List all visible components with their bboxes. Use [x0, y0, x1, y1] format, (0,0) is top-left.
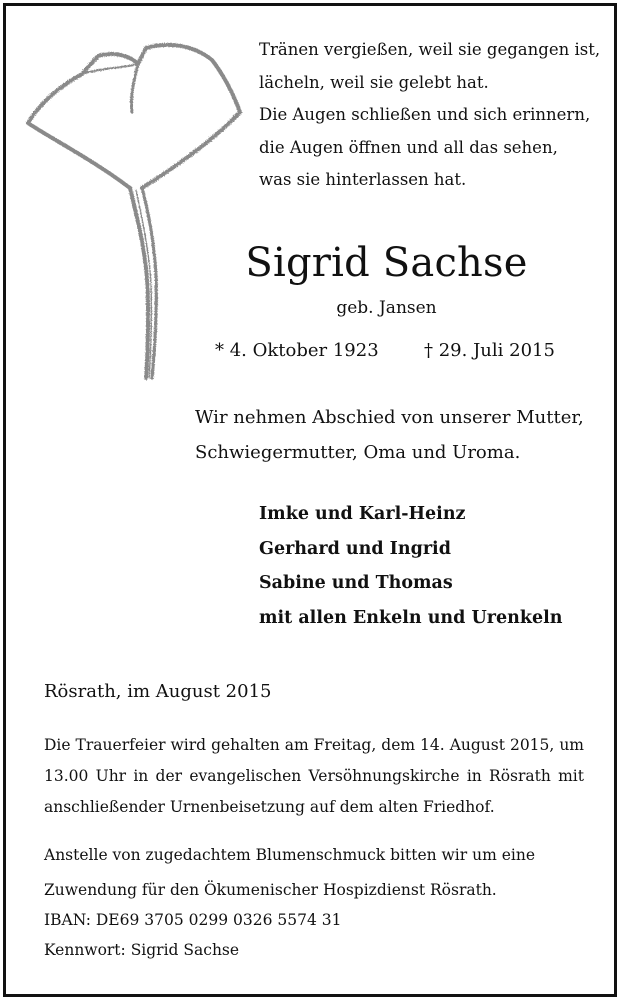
funeral-line: Die Trauerfeier wird gehalten am Freitag, dem 14. August 2015, um: [44, 736, 584, 754]
birth-date: * 4. Oktober 1923: [215, 340, 379, 361]
poem-line: Tränen vergießen, weil sie gegangen ist,: [259, 40, 601, 59]
farewell-line: Schwiegermutter, Oma und Uroma.: [195, 442, 521, 463]
family-member: Imke und Karl-Heinz: [259, 504, 466, 524]
donation-info: [44, 838, 535, 968]
family-member: mit allen Enkeln und Urenkeln: [259, 607, 563, 628]
poem-line: Die Augen schließen und sich erinnern,: [259, 105, 591, 124]
maiden-name: geb. Jansen: [336, 298, 437, 318]
family-member: Gerhard und Ingrid: [259, 538, 451, 559]
donation-line: Anstelle von zugedachtem Blumenschmuck bitten wir um eine: [44, 846, 535, 864]
poem-line: die Augen öffnen und all das sehen,: [259, 137, 558, 157]
farewell-line: Wir nehmen Abschied von unserer Mutter,: [195, 407, 584, 428]
deceased-name: Sigrid Sachse: [245, 240, 528, 286]
poem-line: was sie hinterlassen hat.: [259, 170, 467, 189]
death-date: † 29. Juli 2015: [424, 340, 555, 361]
funeral-line: anschließender Urnenbeisetzung auf dem alten Friedhof.: [44, 798, 495, 816]
family-member: Sabine und Thomas: [259, 573, 453, 593]
iban: IBAN: DE69 3705 0299 0326 5574 31: [44, 911, 342, 929]
funeral-info: [44, 730, 584, 823]
donation-line: Zuwendung für den Ökumenischer Hospizdienst Rösrath.: [44, 880, 497, 899]
poem-line: lächeln, weil sie gelebt hat.: [259, 72, 489, 92]
funeral-line: 13.00 Uhr in der evangelischen Versöhnungskirche in Rösrath mit: [44, 767, 584, 785]
poem: [259, 34, 600, 197]
place-date: Rösrath, im August 2015: [44, 681, 272, 702]
farewell-text: [195, 400, 584, 470]
family-list: [259, 497, 562, 635]
keyword: Kennwort: Sigrid Sachse: [44, 941, 240, 959]
ginkgo-leaf-icon: [20, 38, 250, 383]
